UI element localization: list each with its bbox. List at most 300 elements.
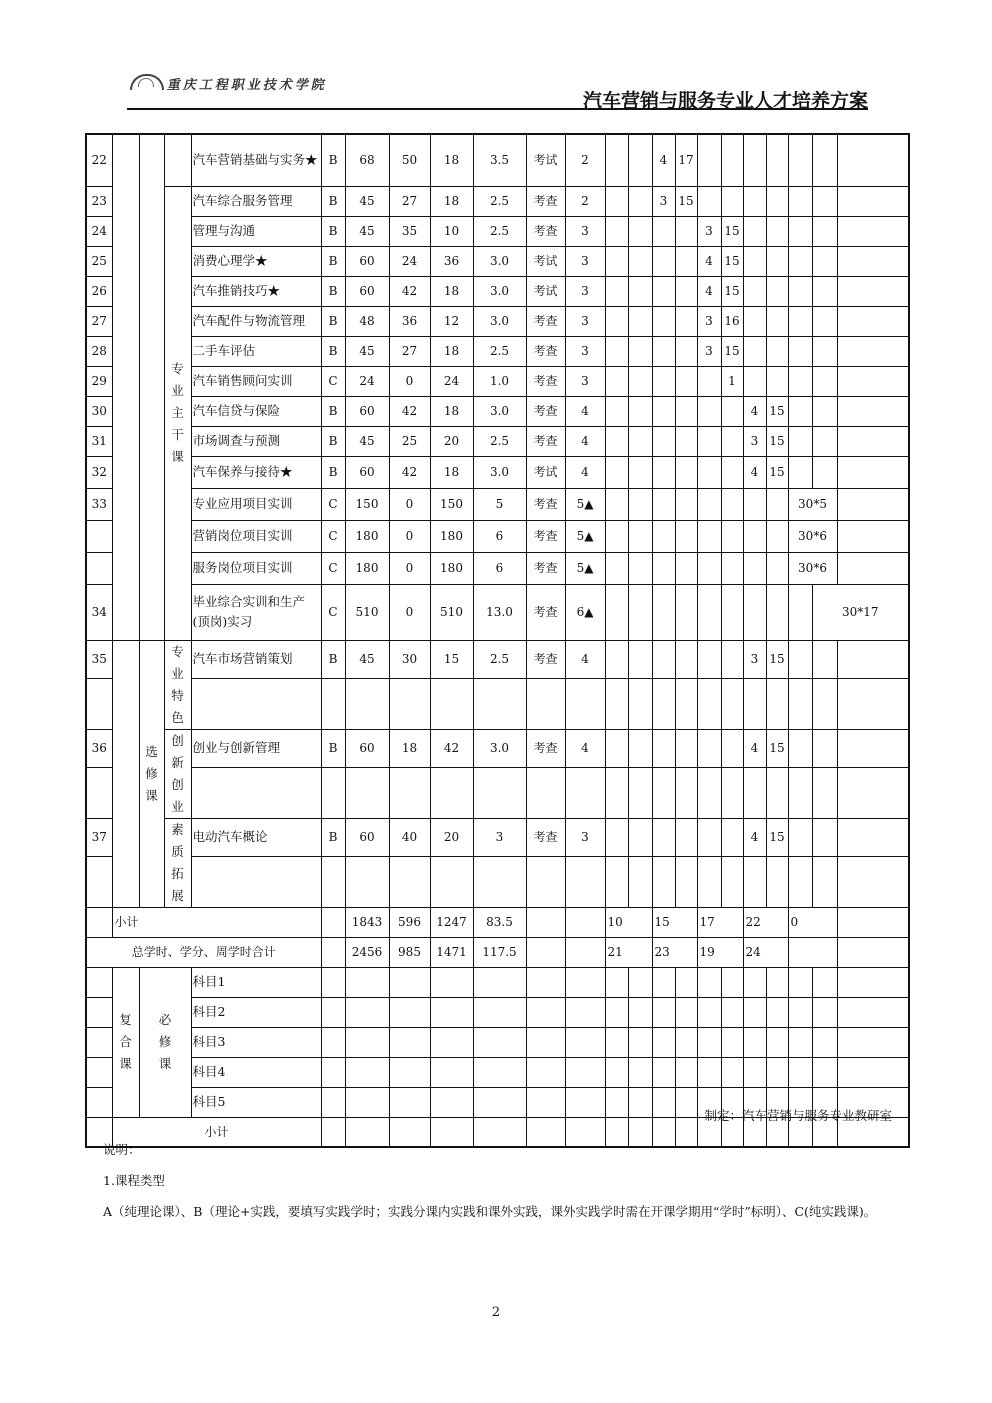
page-number: 2: [491, 1305, 501, 1320]
theory-hours: 40: [389, 818, 430, 856]
practice-hours: 42: [430, 729, 473, 767]
empty-cell: [345, 1057, 389, 1087]
semester-cell: 3: [697, 306, 721, 336]
course-name: 服务岗位项目实训: [191, 552, 321, 584]
assessment: 考试: [526, 456, 565, 488]
theory-hours: 18: [389, 729, 430, 767]
empty-cell: [473, 967, 526, 997]
semester-cell: [697, 488, 721, 520]
semester-cell: [652, 729, 675, 767]
assessment: 考查: [526, 520, 565, 552]
empty-cell: [430, 1057, 473, 1087]
empty-cell: [605, 856, 628, 907]
theory-hours: 24: [389, 246, 430, 276]
term: 3: [565, 276, 605, 306]
group-major-core-char: 业: [171, 383, 184, 398]
empty-cell: [837, 856, 909, 907]
empty-cell: [766, 856, 788, 907]
assessment: 考查: [526, 426, 565, 456]
empty-cell: [345, 1027, 389, 1057]
semester-weeks: 30*17: [812, 584, 909, 640]
assessment: 考查: [526, 186, 565, 216]
group-compound-char: 合: [119, 1034, 132, 1049]
empty-cell: [628, 856, 652, 907]
credits: 3.5: [473, 134, 526, 186]
empty-cell: [837, 1057, 909, 1087]
empty-cell: [526, 767, 565, 818]
semester-cell: [721, 186, 743, 216]
empty-cell: [345, 856, 389, 907]
semester-cell: 15: [766, 426, 788, 456]
empty-cell: [743, 1027, 766, 1057]
theory-hours: 35: [389, 216, 430, 246]
semester-cell: 3: [697, 216, 721, 246]
total-hours: 180: [345, 520, 389, 552]
empty-cell: [86, 997, 112, 1027]
semester-cell: [605, 396, 628, 426]
empty-cell: [86, 678, 112, 729]
total-hours: 24: [345, 366, 389, 396]
empty-cell: [191, 678, 321, 729]
total-hours: 180: [345, 552, 389, 584]
credits: 1.0: [473, 366, 526, 396]
subtotal-row: [86, 907, 909, 937]
semester-cell: [766, 584, 788, 640]
semester-cell: [766, 306, 788, 336]
empty-cell: [697, 767, 721, 818]
weekly-hours: 10: [605, 907, 652, 937]
empty-cell: [565, 678, 605, 729]
semester-cell: [837, 520, 909, 552]
semester-cell: [812, 640, 837, 678]
curriculum-table: [85, 133, 910, 1148]
semester-cell: [788, 640, 812, 678]
practice-hours: 20: [430, 426, 473, 456]
semester-cell: [788, 134, 812, 186]
assessment: 考查: [526, 584, 565, 640]
group-special-char: 色: [171, 709, 184, 725]
semester-cell: [605, 552, 628, 584]
course-type: C: [321, 584, 345, 640]
semester-weeks: 30*5: [788, 488, 837, 520]
total-hours: 60: [345, 396, 389, 426]
semester-cell: [675, 456, 697, 488]
category-col: [112, 640, 139, 907]
subject-name: 科目5: [191, 1087, 321, 1117]
empty-cell: [743, 967, 766, 997]
semester-cell: [788, 366, 812, 396]
course-type: B: [321, 134, 345, 186]
semester-cell: [605, 276, 628, 306]
row-number: 33: [86, 488, 112, 520]
empty-cell: [766, 997, 788, 1027]
semester-cell: [675, 584, 697, 640]
course-type: B: [321, 456, 345, 488]
empty-cell: [473, 678, 526, 729]
semester-cell: [721, 426, 743, 456]
table-row: [86, 366, 909, 396]
course-type: B: [321, 640, 345, 678]
practice-hours: 18: [430, 134, 473, 186]
assessment: 考查: [526, 216, 565, 246]
empty-cell: [812, 1027, 837, 1057]
empty-cell: [743, 678, 766, 729]
empty-cell: [321, 1057, 345, 1087]
sum-credits: 83.5: [473, 907, 526, 937]
empty-cell: [652, 856, 675, 907]
semester-cell: [697, 426, 721, 456]
assessment: 考查: [526, 396, 565, 426]
semester-cell: [697, 366, 721, 396]
credits: 5: [473, 488, 526, 520]
theory-hours: 0: [389, 488, 430, 520]
semester-cell: [766, 488, 788, 520]
empty-cell: [837, 1027, 909, 1057]
semester-cell: 15: [721, 216, 743, 246]
semester-cell: [697, 818, 721, 856]
notes-section: [103, 1134, 895, 1227]
empty-cell: [721, 856, 743, 907]
practice-hours: 510: [430, 584, 473, 640]
semester-cell: [605, 426, 628, 456]
empty-cell: [526, 1027, 565, 1057]
semester-cell: [812, 134, 837, 186]
credits: 2.5: [473, 640, 526, 678]
empty-cell: [788, 678, 812, 729]
semester-cell: [628, 134, 652, 186]
semester-cell: 3: [743, 426, 766, 456]
term: 5▲: [565, 488, 605, 520]
row-number: [86, 552, 112, 584]
assessment: 考试: [526, 246, 565, 276]
semester-cell: [743, 520, 766, 552]
empty-cell: [86, 1057, 112, 1087]
term: 2: [565, 134, 605, 186]
semester-cell: [605, 134, 628, 186]
group-elective-char: 课: [145, 787, 158, 803]
practice-hours: 24: [430, 366, 473, 396]
semester-cell: [721, 134, 743, 186]
assessment: 考查: [526, 818, 565, 856]
semester-cell: 16: [721, 306, 743, 336]
seal-inner-arc: [138, 78, 154, 87]
course-name: 电动汽车概论: [191, 818, 321, 856]
empty-cell: [675, 856, 697, 907]
table-row: [86, 729, 909, 767]
subject-name: 科目3: [191, 1027, 321, 1057]
course-type: B: [321, 426, 345, 456]
empty-cell: [86, 767, 112, 818]
semester-cell: [652, 488, 675, 520]
semester-cell: [721, 488, 743, 520]
semester-cell: [675, 366, 697, 396]
empty-cell: [812, 967, 837, 997]
empty-cell: [605, 1087, 628, 1117]
empty-cell: [743, 767, 766, 818]
semester-cell: [697, 640, 721, 678]
empty-cell: [605, 997, 628, 1027]
semester-cell: [743, 186, 766, 216]
empty-cell: [697, 1027, 721, 1057]
row-number: 31: [86, 426, 112, 456]
group-elective: [139, 640, 164, 907]
term: 3: [565, 306, 605, 336]
empty-cell: [721, 1027, 743, 1057]
semester-cell: [766, 336, 788, 366]
notes-title: 说明：: [103, 1142, 141, 1157]
empty-cell: [743, 1057, 766, 1087]
course-type: C: [321, 366, 345, 396]
semester-cell: 1: [721, 366, 743, 396]
semester-cell: [697, 552, 721, 584]
group-special: [164, 640, 191, 729]
semester-cell: [837, 366, 909, 396]
total-hours: 45: [345, 336, 389, 366]
empty-cell: [766, 678, 788, 729]
semester-cell: [743, 488, 766, 520]
row-number: 36: [86, 729, 112, 767]
semester-cell: [721, 396, 743, 426]
empty-cell: [565, 1057, 605, 1087]
course-type: B: [321, 276, 345, 306]
total-hours: 48: [345, 306, 389, 336]
table-row: [86, 134, 909, 186]
semester-cell: [697, 396, 721, 426]
semester-cell: [675, 396, 697, 426]
empty-cell: [526, 1057, 565, 1087]
empty-cell: [430, 678, 473, 729]
empty-cell: [675, 997, 697, 1027]
credits: 6: [473, 520, 526, 552]
semester-cell: [652, 426, 675, 456]
row-number: 26: [86, 276, 112, 306]
empty-cell: [766, 767, 788, 818]
semester-cell: [812, 396, 837, 426]
credits: 2.5: [473, 216, 526, 246]
empty-cell: [191, 767, 321, 818]
empty-cell: [389, 967, 430, 997]
assessment: 考查: [526, 488, 565, 520]
credits: 2.5: [473, 426, 526, 456]
empty-cell: [675, 1027, 697, 1057]
empty-cell: [652, 1027, 675, 1057]
semester-cell: [652, 818, 675, 856]
semester-cell: [788, 729, 812, 767]
assessment: 考查: [526, 552, 565, 584]
total-hours: 60: [345, 818, 389, 856]
semester-cell: 3: [652, 186, 675, 216]
subtotal-label: 小计: [112, 907, 321, 937]
assessment: 考查: [526, 306, 565, 336]
semester-cell: 4: [743, 396, 766, 426]
compound-subtotal-label: 小计: [112, 1117, 321, 1147]
group-special-char: 特: [171, 687, 184, 703]
empty-cell: [389, 1057, 430, 1087]
empty-cell: [743, 997, 766, 1027]
semester-cell: [628, 246, 652, 276]
empty-cell: [430, 856, 473, 907]
weekly-hours: 19: [697, 937, 743, 967]
empty-cell: [628, 1027, 652, 1057]
empty-cell: [321, 1087, 345, 1117]
document-title: 汽车营销与服务专业人才培养方案: [582, 90, 868, 112]
empty-cell: [473, 856, 526, 907]
empty-cell: [473, 1087, 526, 1117]
empty-cell: [628, 1087, 652, 1117]
semester-cell: [721, 552, 743, 584]
semester-cell: [652, 552, 675, 584]
term: 3: [565, 818, 605, 856]
semester-cell: [628, 640, 652, 678]
empty-cell: [526, 967, 565, 997]
course-type: B: [321, 216, 345, 246]
semester-cell: [628, 366, 652, 396]
school-logo: [130, 72, 345, 94]
table-row: [86, 767, 909, 818]
course-type: B: [321, 729, 345, 767]
empty-cell: [565, 856, 605, 907]
credits: 2.5: [473, 186, 526, 216]
semester-cell: [837, 552, 909, 584]
group-required-char: 必: [158, 1012, 172, 1027]
empty-cell: [86, 907, 112, 937]
weekly-hours: 22: [743, 907, 788, 937]
term: 3: [565, 366, 605, 396]
note-course-type-detail: A（纯理论课）、B（理论+实践，要填写实践学时；实践分课内实践和课外实践，课外实践学时需在开课学期用“学时”标明）、C(纯实践课)。: [103, 1204, 877, 1219]
semester-cell: [628, 216, 652, 246]
semester-cell: [628, 729, 652, 767]
group-quality-char: 展: [171, 887, 184, 903]
semester-cell: [605, 186, 628, 216]
practice-hours: 18: [430, 276, 473, 306]
semester-cell: [743, 276, 766, 306]
semester-cell: 4: [697, 246, 721, 276]
semester-cell: [812, 456, 837, 488]
assessment: 考查: [526, 336, 565, 366]
semester-cell: [837, 246, 909, 276]
course-name: 汽车配件与物流管理: [191, 306, 321, 336]
term: 4: [565, 426, 605, 456]
group-compound: [112, 967, 139, 1117]
semester-weeks: 30*6: [788, 520, 837, 552]
empty-cell: [652, 1057, 675, 1087]
note-course-type: 1.课程类型: [103, 1173, 165, 1188]
group-quality-char: 质: [171, 843, 184, 859]
semester-cell: [812, 276, 837, 306]
semester-cell: 15: [675, 186, 697, 216]
practice-hours: 150: [430, 488, 473, 520]
semester-cell: [812, 216, 837, 246]
semester-cell: [605, 336, 628, 366]
term: 4: [565, 729, 605, 767]
practice-hours: 36: [430, 246, 473, 276]
empty-cell: [86, 967, 112, 997]
semester-cell: 15: [766, 396, 788, 426]
empty-cell: [766, 967, 788, 997]
assessment: 考查: [526, 729, 565, 767]
total-hours: 60: [345, 729, 389, 767]
term: 3: [565, 336, 605, 366]
empty-cell: [526, 937, 565, 967]
sum-theory-hours: 596: [389, 907, 430, 937]
semester-cell: [837, 134, 909, 186]
semester-cell: 15: [766, 729, 788, 767]
semester-cell: [605, 246, 628, 276]
empty-cell: [321, 967, 345, 997]
row-number: 25: [86, 246, 112, 276]
practice-hours: 180: [430, 520, 473, 552]
theory-hours: 0: [389, 584, 430, 640]
practice-hours: 18: [430, 396, 473, 426]
semester-cell: [605, 584, 628, 640]
semester-cell: 3: [743, 640, 766, 678]
empty-cell: [86, 856, 112, 907]
row-number: [86, 520, 112, 552]
semester-cell: [812, 818, 837, 856]
semester-cell: [766, 134, 788, 186]
semester-cell: [697, 186, 721, 216]
semester-cell: [675, 488, 697, 520]
semester-cell: [675, 276, 697, 306]
theory-hours: 42: [389, 456, 430, 488]
row-number: 32: [86, 456, 112, 488]
empty-cell: [526, 678, 565, 729]
semester-cell: [628, 306, 652, 336]
semester-cell: 15: [721, 246, 743, 276]
empty-cell: [321, 767, 345, 818]
assessment: 考查: [526, 640, 565, 678]
credits: 3.0: [473, 396, 526, 426]
term: 2: [565, 186, 605, 216]
group-innovation-char: 业: [171, 798, 184, 814]
semester-cell: 17: [675, 134, 697, 186]
theory-hours: 0: [389, 520, 430, 552]
assessment: 考试: [526, 134, 565, 186]
semester-cell: [721, 584, 743, 640]
practice-hours: 18: [430, 456, 473, 488]
semester-cell: [652, 336, 675, 366]
weekly-hours: 0: [788, 907, 837, 937]
empty-cell: [652, 997, 675, 1027]
semester-cell: [675, 818, 697, 856]
table-row: [86, 186, 909, 216]
subject-name: 科目1: [191, 967, 321, 997]
empty-cell: [788, 856, 812, 907]
course-type: B: [321, 186, 345, 216]
empty-cell: [628, 678, 652, 729]
weekly-hours: 17: [697, 907, 743, 937]
empty-cell: [389, 767, 430, 818]
empty-cell: [628, 997, 652, 1027]
semester-cell: [812, 426, 837, 456]
semester-cell: [675, 306, 697, 336]
row-number: 28: [86, 336, 112, 366]
semester-cell: [628, 584, 652, 640]
semester-cell: [628, 456, 652, 488]
credits: 3: [473, 818, 526, 856]
total-hours: 68: [345, 134, 389, 186]
empty-cell: [565, 1087, 605, 1117]
theory-hours: 27: [389, 336, 430, 366]
empty-cell: [766, 1027, 788, 1057]
empty-cell: [321, 997, 345, 1027]
empty-cell: [766, 1057, 788, 1087]
semester-cell: [788, 186, 812, 216]
semester-cell: [788, 396, 812, 426]
course-name: 毕业综合实训和生产(顶岗)实习: [191, 584, 321, 640]
group-special-char: 专: [171, 643, 184, 659]
empty-cell: [321, 856, 345, 907]
